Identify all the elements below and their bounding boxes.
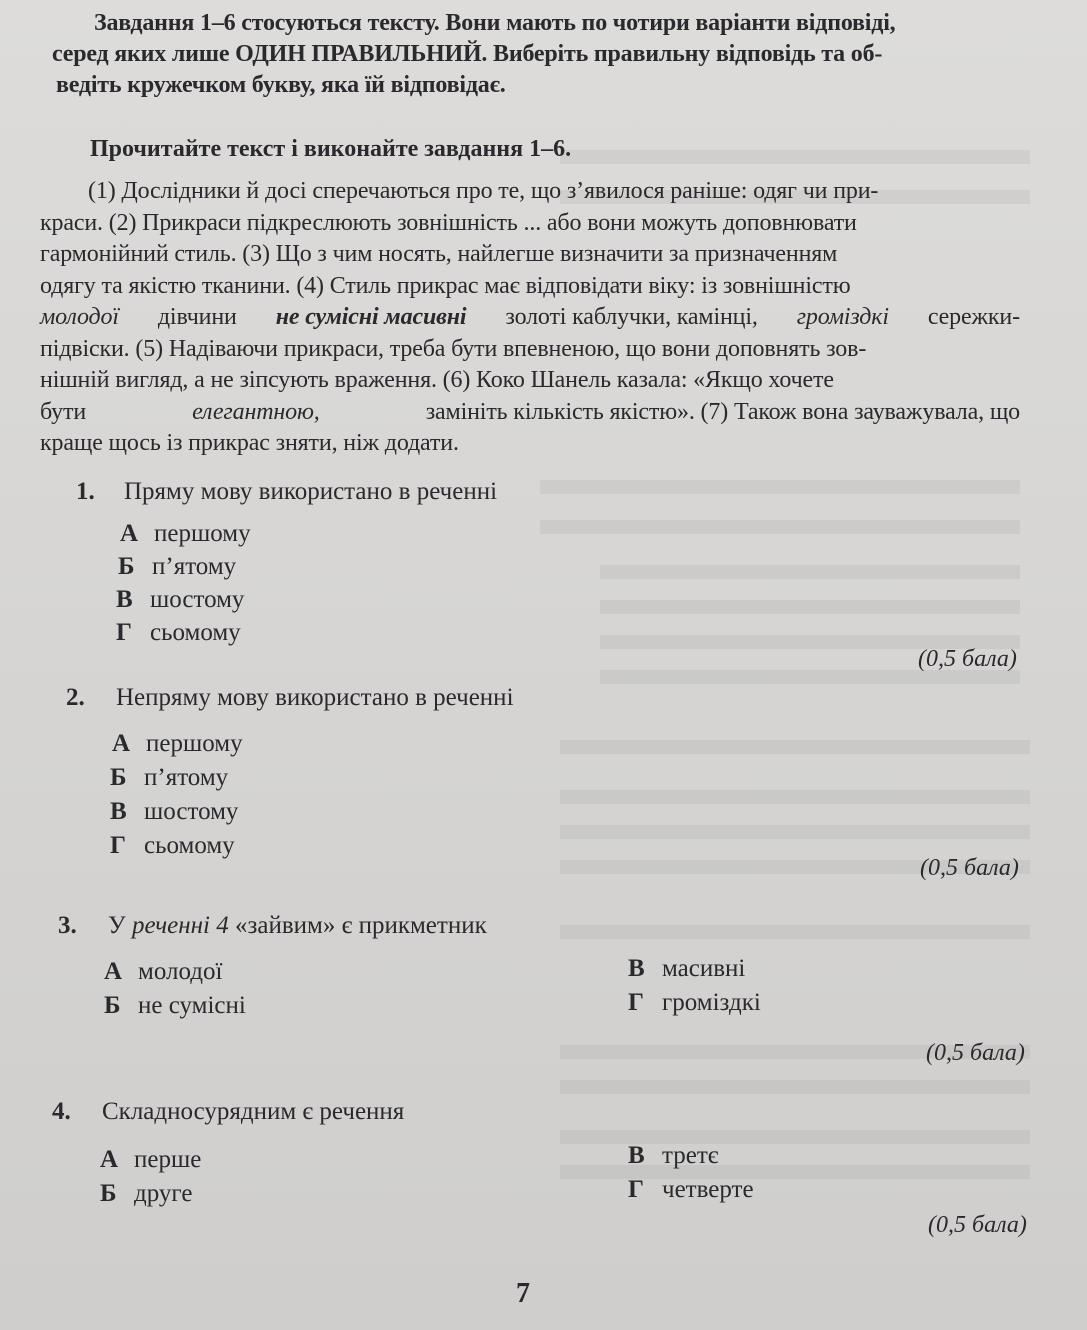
question-4-option-a[interactable]: А перше: [100, 1146, 202, 1173]
question-4-text: Складносурядним є речення: [102, 1098, 405, 1125]
italic-word: молодої: [40, 304, 119, 330]
reading-subheading: Прочитайте текст і виконайте завдання 1–6.: [90, 136, 572, 162]
question-4-option-c[interactable]: В третє: [628, 1142, 719, 1169]
instruction-line-3: ведіть кружечком букву, яка їй відповідає.: [56, 72, 506, 98]
reading-passage: [40, 176, 1020, 460]
passage-line: (1) Дослідники й досі сперечаються про те, що з’явилося раніше: одяг чи при-: [88, 178, 879, 204]
question-4-score: (0,5 бала): [928, 1212, 1027, 1238]
question-3-option-b[interactable]: Б не сумісні: [104, 992, 246, 1019]
passage-line: одягу та якістю тканини. (4) Стиль прикрас має відповідати віку: із зовнішністю: [40, 272, 851, 299]
passage-line: нішній вигляд, а не зіпсують враження. (6) Коко Шанель казала: «Якщо хочете: [40, 367, 834, 393]
question-4-number: 4.: [52, 1098, 71, 1125]
passage-line: підвіски. (5) Надіваючи прикраси, треба бути впевненою, що вони доповнять зов-: [40, 335, 867, 362]
passage-line: краси. (2) Прикраси підкреслюють зовнішність ... або вони можуть доповнювати: [40, 209, 857, 236]
question-2-option-b[interactable]: Б п’ятому: [110, 764, 229, 791]
question-2-number: 2.: [66, 684, 85, 711]
passage-line: гармонійний стиль. (3) Що з чим носять, найлегше визначити за призначенням: [40, 241, 838, 267]
passage-line: бути елегантною, замініть кількість якістю». (7) Також вона зауважувала, що: [40, 397, 1020, 429]
question-1-score: (0,5 бала): [918, 646, 1017, 672]
question-1-option-c[interactable]: В шостому: [116, 586, 245, 613]
question-1-option-b[interactable]: Б п’ятому: [118, 553, 237, 580]
question-3-number: 3.: [58, 912, 77, 939]
question-3-option-a[interactable]: А молодої: [104, 958, 223, 985]
italic-word: громіздкі: [796, 304, 889, 330]
italic-word: елегантною,: [192, 398, 320, 425]
page-number: 7: [516, 1278, 530, 1309]
question-3-text: У реченні 4 «зайвим» є прикметник: [108, 912, 487, 939]
question-2-text: Непряму мову використано в реченні: [116, 684, 514, 711]
instruction-line-1: Завдання 1–6 стосуються тексту. Вони мають по чотири варіанти відповіді,: [94, 10, 896, 36]
passage-line: краще щось із прикрас зняти, ніж додати.: [40, 430, 459, 456]
question-1-number: 1.: [76, 478, 95, 505]
passage-line: молодої дівчини не сумісні масивні золоті каблучки, камінці, громіздкі сережки-: [40, 302, 1020, 334]
bold-italic-phrase: не сумісні масивні: [275, 304, 467, 330]
question-1-option-d[interactable]: Г сьомому: [116, 619, 241, 646]
question-2-score: (0,5 бала): [920, 855, 1019, 881]
question-3-option-d[interactable]: Г громіздкі: [628, 989, 761, 1016]
question-2-option-d[interactable]: Г сьомому: [110, 832, 235, 859]
question-1-option-a[interactable]: А першому: [120, 520, 251, 547]
question-2-option-c[interactable]: В шостому: [110, 798, 239, 825]
instruction-line-2: серед яких лише ОДИН ПРАВИЛЬНИЙ. Виберіть правильну відповідь та об-: [52, 41, 883, 67]
question-4-option-d[interactable]: Г четверте: [628, 1176, 754, 1203]
task-instruction: [52, 8, 895, 101]
question-2-option-a[interactable]: А першому: [112, 730, 243, 757]
question-3-option-c[interactable]: В масивні: [628, 955, 746, 982]
question-4-option-b[interactable]: Б друге: [100, 1180, 193, 1207]
question-3-score: (0,5 бала): [926, 1040, 1025, 1066]
question-1-text: Пряму мову використано в реченні: [124, 478, 498, 505]
